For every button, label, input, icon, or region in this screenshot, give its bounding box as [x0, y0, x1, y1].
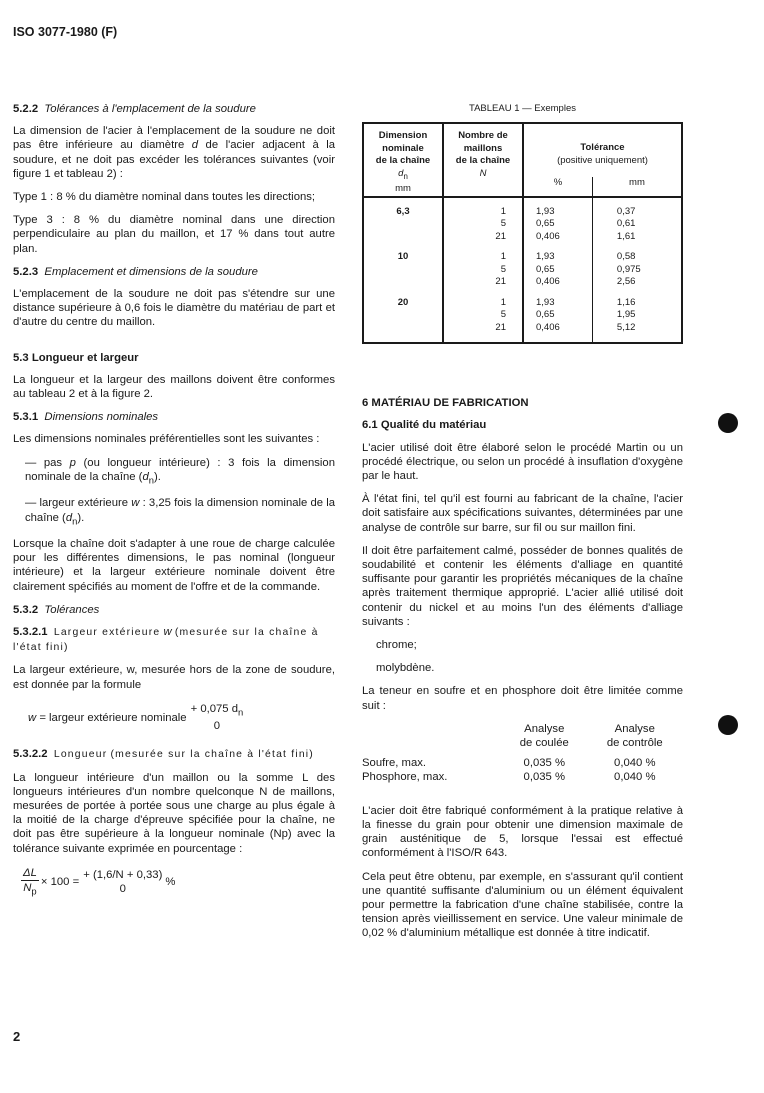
heading-5-3-2: 5.3.2 Tolérances: [13, 603, 100, 616]
cell-percent: 1,93: [523, 197, 592, 219]
table-row: [363, 289, 682, 310]
cell-mm: 0,58: [592, 243, 682, 264]
col-header-mm: mm: [592, 177, 682, 197]
table-body: [363, 197, 682, 344]
heading-6-1: 6.1 Qualité du matériau: [362, 419, 487, 432]
paragraph: Cela peut être obtenu, par exemple, en s'assurant qu'il contient une quantité suffisante d'aluminium ou un élément équivalent pour permettre la fabrication d'une chaîne stabilisée, contre la tension après vieillissement en service. Une valeur minimale de 0,02 % d'aluminium métallique est donnée à titre indicatif.: [362, 870, 683, 940]
cell-dimension: [363, 309, 443, 322]
analysis-col-control: Analyse de contrôle: [606, 722, 663, 749]
cell-links: 21: [443, 322, 523, 344]
cell-dimension: 6,3: [363, 197, 443, 219]
right-column: [362, 102, 683, 950]
list-item: chrome;: [376, 638, 417, 651]
cell-links: 1: [443, 289, 523, 310]
paragraph: Il doit être parfaitement calmé, posséder de bonnes qualités de soudabilité et contenir les éléments d'alliage en quantité suffisante pour garantir les propriétés mécaniques de la chaîne après traitement thermique approprié. L'acier allié utilisé doit contenir du nickel et au moins l'un des éléments d'alliage suivants :: [362, 544, 683, 628]
cell-percent: 0,65: [523, 264, 592, 277]
table-row: [363, 218, 682, 231]
cell-mm: 0,37: [592, 197, 682, 219]
cell-dimension: [363, 322, 443, 344]
cell-dimension: [363, 218, 443, 231]
cell-percent: 1,93: [523, 289, 592, 310]
paragraph: La longueur et la largeur des maillons doivent être conformes au tableau 2 et à la figure 2.: [13, 373, 335, 401]
cell-links: 21: [443, 276, 523, 289]
heading-6: 6 MATÉRIAU DE FABRICATION: [362, 397, 529, 410]
page-number: 2: [13, 1029, 21, 1044]
punch-hole-dot: [718, 715, 738, 735]
cell-links: 5: [443, 264, 523, 277]
paragraph: Les dimensions nominales préférentielles sont les suivantes :: [13, 433, 320, 446]
cell-percent: 0,406: [523, 322, 592, 344]
cell-mm: 1,61: [592, 231, 682, 244]
paragraph: L'acier utilisé doit être élaboré selon le procédé Martin ou un procédé électrique, ou selon un procédé à insuflation d'oxygène par le haut.: [362, 441, 683, 482]
table-row: [363, 231, 682, 244]
cell-mm: 1,16: [592, 289, 682, 310]
heading-5-3-2-1: 5.3.2.1 Largeur extérieure w (mesurée sur la chaîne à l'état fini): [13, 625, 319, 654]
heading-5-3: 5.3 Longueur et largeur: [13, 351, 139, 364]
table-row: [363, 197, 682, 219]
punch-hole-dot: [718, 413, 738, 433]
col-header-count: Nombre de maillons de la chaîne N: [443, 123, 523, 196]
cell-dimension: [363, 276, 443, 289]
paragraph: L'emplacement de la soudure ne doit pas s'étendre sur une distance supérieure à 0,6 fois le diamètre du matériau de part et d'autre du centre du maillon.: [13, 288, 335, 329]
cell-mm: 2,56: [592, 276, 682, 289]
paragraph: Type 1 : 8 % du diamètre nominal dans toutes les directions;: [13, 191, 316, 204]
cell-mm: 0,61: [592, 218, 682, 231]
cell-dimension: [363, 231, 443, 244]
cell-mm: 0,975: [592, 264, 682, 277]
heading-5-2-2: 5.2.2 Tolérances à l'emplacement de la soudure: [13, 103, 256, 115]
heading-5-2-3: 5.2.3 Emplacement et dimensions de la soudure: [13, 265, 258, 278]
heading-5-3-2-2: 5.3.2.2 Longueur (mesurée sur la chaîne à l'état fini): [13, 748, 314, 761]
left-column: [13, 102, 335, 913]
analysis-table: [362, 722, 683, 784]
table-row: [363, 309, 682, 322]
cell-percent: 0,65: [523, 309, 592, 322]
paragraph: La teneur en soufre et en phosphore doit être limitée comme suit :: [362, 685, 683, 712]
cell-percent: 0,406: [523, 276, 592, 289]
table-row: [363, 276, 682, 289]
cell-links: 1: [443, 243, 523, 264]
cell-links: 21: [443, 231, 523, 244]
paragraph: La largeur extérieure, w, mesurée hors de la zone de soudure, est donnée par la formule: [13, 664, 335, 691]
paragraph: La longueur intérieure d'un maillon ou la somme L des longueurs intérieures d'un nombre quelconque N de maillons, mesurées de portée à portée sous une charge au plus égale à la moitié de la charge d'épreuve spécifiée pour la chaîne, ne doit pas être supérieure à la longueur nominale (Np) avec la tolérance suivante exprimée en pourcentage :: [13, 771, 335, 855]
list-item: — largeur extérieure w : 3,25 fois la dimension nominale de la chaîne $(d_n)$.: [25, 497, 336, 526]
list-item: molybdène.: [376, 662, 435, 675]
cell-dimension: 20: [363, 289, 443, 310]
paragraph: Type 3 : 8 % du diamètre nominal dans une direction perpendiculaire au plan du maillon, et 17 % dans tout autre plan.: [13, 214, 335, 255]
cell-percent: 1,93: [523, 243, 592, 264]
cell-dimension: 10: [363, 243, 443, 264]
analysis-col-casting: Analyse de coulée: [519, 722, 569, 749]
analysis-row: Phosphore, max. 0,035 % 0,040 %: [362, 770, 656, 783]
col-header-percent: %: [523, 177, 592, 197]
paragraph: Lorsque la chaîne doit s'adapter à une roue de charge calculée pour les différentes dimensions, le pas nominal (longueur intérieure) et la largeur extérieure nominale doivent être clairement spécifiés au moment de l'offre et de la commande.: [13, 537, 335, 593]
cell-links: 5: [443, 218, 523, 231]
cell-links: 5: [443, 309, 523, 322]
col-header-dimension: Dimension nominale de la chaîne $d_n$ mm: [363, 123, 443, 196]
heading-5-3-1: 5.3.1 Dimensions nominales: [13, 411, 159, 424]
table-row: [363, 243, 682, 264]
cell-mm: 5,12: [592, 322, 682, 344]
formula-length: $\frac{\Delta L}{N_p}$ × 100 = + (1,6/N + 0,33) 0 %: [23, 866, 176, 897]
paragraph: La dimension de l'acier à l'emplacement de la soudure ne doit pas être inférieure au diamètre d de l'acier adjacent à la soudure, et ne doit pas excéder les tolérances suivantes (voir figure 1 et tableau 2) :: [13, 125, 336, 180]
analysis-row: Soufre, max. 0,035 % 0,040 %: [362, 756, 656, 769]
cell-dimension: [363, 264, 443, 277]
col-header-tolerance: Tolérance (positive uniquement): [523, 123, 682, 177]
table-caption: TABLEAU 1 — Exemples: [468, 103, 576, 114]
cell-mm: 1,95: [592, 309, 682, 322]
examples-table: [362, 122, 683, 344]
page-header: ISO 3077-1980 (F): [13, 25, 118, 39]
paragraph: L'acier doit être fabriqué conformément à la pratique relative à la finesse du grain pour obtenir une dimension maximale de grain austénitique de 5, lorsque l'essai est effectué conformément à l'ISO/R 643.: [362, 804, 683, 860]
table-row: [363, 322, 682, 344]
table-row: [363, 264, 682, 277]
cell-percent: 0,65: [523, 218, 592, 231]
cell-links: 1: [443, 197, 523, 219]
cell-percent: 0,406: [523, 231, 592, 244]
paragraph: À l'état fini, tel qu'il est fourni au fabricant de la chaîne, l'acier doit satisfaire aux spécifications suivantes, déterminées par une analyse de contrôle sur barre, sur fil ou sur maillon fini.: [362, 493, 683, 534]
list-item: — pas p (ou longueur intérieure) : 3 fois la dimension nominale de la chaîne $(d_n)$.: [25, 456, 335, 486]
formula-width: w = largeur extérieure nominale + 0,075 $d_n$ 0: [28, 702, 244, 733]
